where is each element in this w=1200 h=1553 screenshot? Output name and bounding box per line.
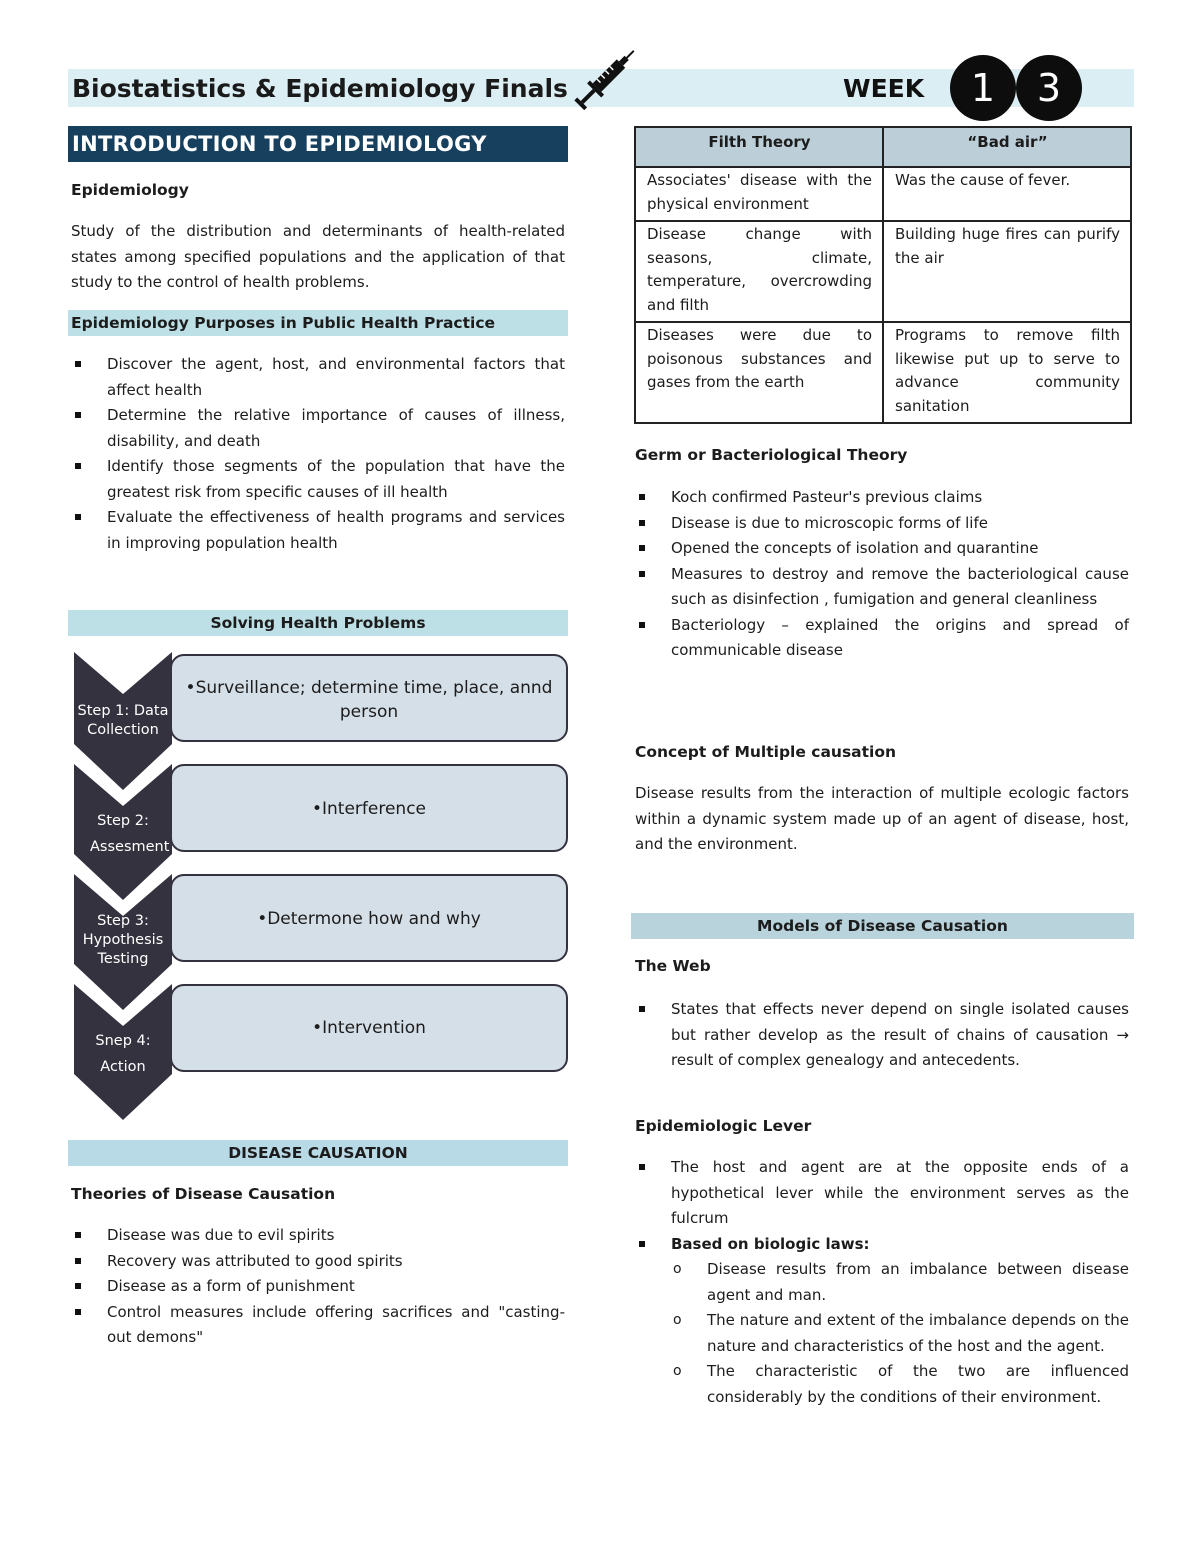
list-item: Determine the relative importance of causes of illness, disability, and death — [71, 403, 565, 454]
week-digit-1: 1 — [950, 55, 1016, 121]
list-item: Koch confirmed Pasteur's previous claims — [635, 485, 1129, 511]
solving-title: Solving Health Problems — [68, 610, 568, 636]
process-diagram — [74, 652, 570, 1122]
table-row — [635, 221, 1131, 322]
models-section-title: Models of Disease Causation — [631, 913, 1134, 939]
sub-bullet-marker: o — [673, 1261, 682, 1277]
epidemiology-heading: Epidemiology — [71, 181, 189, 199]
causation-section-title: DISEASE CAUSATION — [68, 1140, 568, 1166]
web-list — [635, 997, 1129, 1074]
list-item: Disease is due to microscopic forms of life — [635, 511, 1129, 537]
theories-list — [71, 1223, 565, 1351]
list-item: Discover the agent, host, and environmental factors that affect health — [71, 352, 565, 403]
multiple-causation-heading: Concept of Multiple causation — [635, 743, 897, 761]
sub-list-item — [635, 1257, 1129, 1308]
list-item: Measures to destroy and remove the bacteriological cause such as disinfection , fumigation and general cleanliness — [635, 562, 1129, 613]
table-cell: Associates' disease with the physical environment — [635, 167, 883, 221]
lever-heading: Epidemiologic Lever — [635, 1117, 812, 1135]
step-text-4: •Intervention — [312, 1018, 426, 1038]
sub-item-text: The nature and extent of the imbalance depends on the nature and characteristics of the host and the agent. — [707, 1311, 1129, 1355]
list-item: Disease was due to evil spirits — [71, 1223, 565, 1249]
sub-item-text: Disease results from an imbalance between disease agent and man. — [707, 1260, 1129, 1304]
list-item: The host and agent are at the opposite ends of a hypothetical lever while the environment serves as the fulcrum — [635, 1155, 1129, 1232]
step-box-4 — [170, 984, 568, 1072]
germ-theory-heading: Germ or Bacteriological Theory — [635, 446, 908, 464]
step-label-4: Snep 4: Action — [95, 1033, 151, 1075]
lever-list — [635, 1155, 1129, 1257]
sub-list-item — [635, 1308, 1129, 1359]
table-row — [635, 167, 1131, 221]
lever-sublist — [635, 1257, 1129, 1410]
filth-theory-table — [634, 126, 1132, 424]
table-header-cell: Filth Theory — [635, 127, 883, 167]
sub-list-item — [635, 1359, 1129, 1410]
step-label-3: Step 3: Hypothesis Testing — [82, 913, 164, 967]
table-cell: Diseases were due to poisonous substances and gases from the earth — [635, 322, 883, 423]
list-item: Recovery was attributed to good spirits — [71, 1249, 565, 1275]
germ-theory-list — [635, 485, 1129, 664]
step-box-3 — [170, 874, 568, 962]
sub-bullet-marker: o — [673, 1312, 682, 1328]
step-text-2: •Interference — [311, 799, 427, 819]
table-cell: Disease change with seasons, climate, temperature, overcrowding and filth — [635, 221, 883, 322]
step-label-1: Step 1: Data Collection — [77, 703, 169, 738]
week-label: WEEK — [843, 74, 925, 103]
step-text-1: •Surveillance; determine time, place, annd person — [185, 678, 553, 722]
intro-section-title: INTRODUCTION TO EPIDEMIOLOGY — [68, 126, 568, 162]
sub-item-text: The characteristic of the two are influenced considerably by the conditions of their environment. — [707, 1362, 1129, 1406]
list-item: Identify those segments of the population that have the greatest risk from specific causes of ill health — [71, 454, 565, 505]
list-item: States that effects never depend on single isolated causes but rather develop as the result of chains of causation → result of complex genealogy and antecedents. — [635, 997, 1129, 1074]
purposes-list — [71, 352, 565, 556]
table-row — [635, 322, 1131, 423]
multiple-causation-text: Disease results from the interaction of multiple ecologic factors within a dynamic system made up of an agent of disease, host, and the environment. — [635, 784, 1129, 853]
syringe-icon — [574, 44, 644, 110]
list-item: Bacteriology – explained the origins and spread of communicable disease — [635, 613, 1129, 664]
epidemiology-definition: Study of the distribution and determinants of health-related states among specified populations and the application of that study to the control of health problems. — [71, 222, 565, 291]
sub-bullet-marker: o — [673, 1363, 682, 1379]
document-title: Biostatistics & Epidemiology Finals — [72, 74, 568, 103]
table-header-row — [635, 127, 1131, 167]
table-cell: Was the cause of fever. — [883, 167, 1131, 221]
list-item: Disease as a form of punishment — [71, 1274, 565, 1300]
step-box-1 — [170, 654, 568, 742]
list-item: Evaluate the effectiveness of health programs and services in improving population health — [71, 505, 565, 556]
week-digit-2: 3 — [1016, 55, 1082, 121]
step-box-2 — [170, 764, 568, 852]
step-text-3: •Determone how and why — [257, 909, 481, 929]
web-heading: The Web — [635, 957, 711, 975]
theories-heading: Theories of Disease Causation — [71, 1185, 336, 1203]
list-item: Based on biologic laws: — [635, 1232, 1129, 1258]
list-item: Control measures include offering sacrifices and "casting-out demons" — [71, 1300, 565, 1351]
table-cell: Programs to remove filth likewise put up to serve to advance community sanitation — [883, 322, 1131, 423]
step-label-2: Step 2: Assesment — [90, 813, 170, 855]
list-item: Opened the concepts of isolation and quarantine — [635, 536, 1129, 562]
purposes-title: Epidemiology Purposes in Public Health Practice — [68, 310, 568, 336]
table-header-cell: “Bad air” — [883, 127, 1131, 167]
table-cell: Building huge fires can purify the air — [883, 221, 1131, 322]
